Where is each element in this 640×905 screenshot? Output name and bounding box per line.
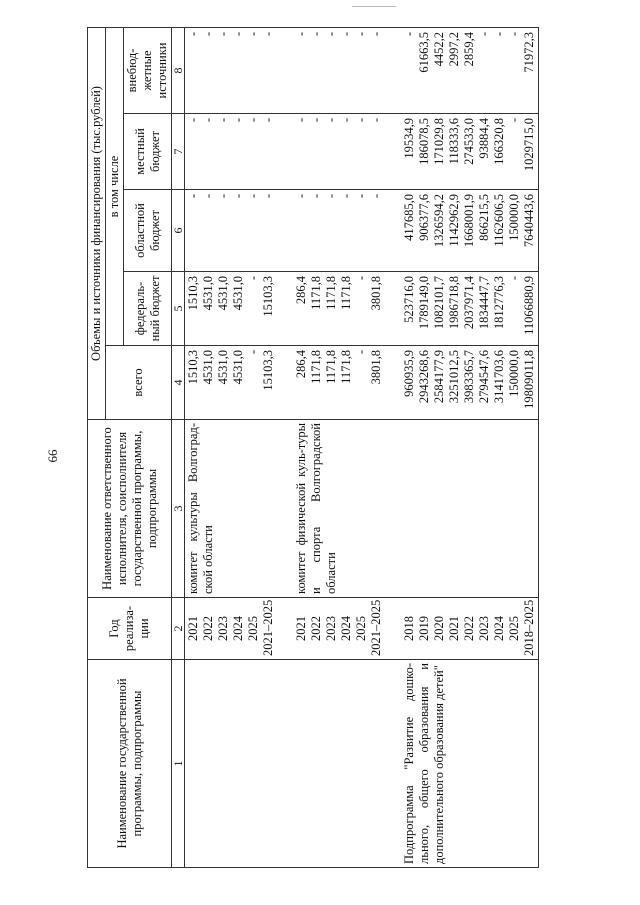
- col-number: 1: [172, 660, 185, 868]
- header-executor: Наименование ответственного исполнителя, соисполнителя государственной программы, подпрограммы: [88, 420, 172, 598]
- header-program-name: Наименование государственной программы, подпрограммы: [88, 660, 172, 868]
- col-number: 5: [172, 272, 185, 346]
- table-row: [185, 27, 278, 867]
- table-row: [401, 27, 539, 867]
- years-cell: 2021 2022 2023 2024 2025 2021–2025: [185, 598, 278, 660]
- executor-cell: [401, 420, 539, 598]
- table-row: [293, 27, 385, 867]
- rotated-table-region: [87, 8, 617, 868]
- page-number: 66: [45, 449, 60, 463]
- spacer-row: [277, 27, 293, 867]
- extrabudgetary-cell: - 61663,5 4452,2 2997,2 2859,4 - - - 71972,3: [401, 27, 539, 113]
- header-financing-group: Объемы и источники финансирования (тыс.рублей): [88, 27, 106, 419]
- col-number: 7: [172, 114, 185, 190]
- federal-cell: 1510,3 4531,0 4531,0 4531,0 - 15103,3: [185, 272, 278, 346]
- total-cell: 286,4 1171,8 1171,8 1171,8 - 3801,8: [293, 346, 385, 420]
- federal-cell: 523716,0 1789149,0 1082101,7 1986718,8 2037971,4 1834447,7 1812776,3 - 11066880,9: [401, 272, 539, 346]
- col-number: 4: [172, 346, 185, 420]
- scan-artifact-line: [352, 6, 396, 7]
- header-total: всего: [106, 346, 172, 420]
- regional-cell: - - - - - -: [293, 190, 385, 272]
- spacer-row: [385, 27, 401, 867]
- local-cell: 19534,9 186078,5 171029,8 118333,6 274533,0 93884,4 166320,8 - 1029715,0: [401, 114, 539, 190]
- program-name-cell: [293, 660, 385, 868]
- col-number: 6: [172, 190, 185, 272]
- header-regional-budget: областной бюджет: [124, 190, 172, 272]
- col-number: 2: [172, 598, 185, 660]
- regional-cell: 417685,0 906377,6 1326594,2 1142962,9 1668001,9 866215,5 1162606,5 150000,0 7640443,6: [401, 190, 539, 272]
- total-cell: 960935,9 2943268,6 2584177,9 3251012,5 3983365,7 2794547,6 3141703,6 150000,0 19809011,8: [401, 346, 539, 420]
- years-cell: 2021 2022 2023 2024 2025 2021–2025: [293, 598, 385, 660]
- program-name-cell: [185, 660, 278, 868]
- years-cell: 2018 2019 2020 2021 2022 2023 2024 2025 2018–2025: [401, 598, 539, 660]
- executor-cell: комитет физической куль-туры и спорта Волгоградской области: [293, 420, 385, 598]
- extrabudgetary-cell: - - - - - -: [185, 27, 278, 113]
- total-cell: 1510,3 4531,0 4531,0 4531,0 - 15103,3: [185, 346, 278, 420]
- program-name-cell: Подпрограмма "Развитие дошко-льного, общего образования и дополнительного образования детей": [401, 660, 539, 868]
- executor-cell: комитет культуры Волгоград-ской области: [185, 420, 278, 598]
- extrabudgetary-cell: - - - - - -: [293, 27, 385, 113]
- financing-table: [87, 27, 539, 868]
- col-number: 3: [172, 420, 185, 598]
- federal-cell: 286,4 1171,8 1171,8 1171,8 - 3801,8: [293, 272, 385, 346]
- header-year: Год реализа-ции: [88, 598, 172, 660]
- header-federal-budget: федераль-ный бюджет: [124, 272, 172, 346]
- regional-cell: - - - - - -: [185, 190, 278, 272]
- header-local-budget: местный бюджет: [124, 114, 172, 190]
- local-cell: - - - - - -: [293, 114, 385, 190]
- col-number: 8: [172, 27, 185, 113]
- local-cell: - - - - - -: [185, 114, 278, 190]
- header-including: в том числе: [106, 27, 124, 345]
- header-extrabudgetary: внебюд-жетные источники: [124, 27, 172, 113]
